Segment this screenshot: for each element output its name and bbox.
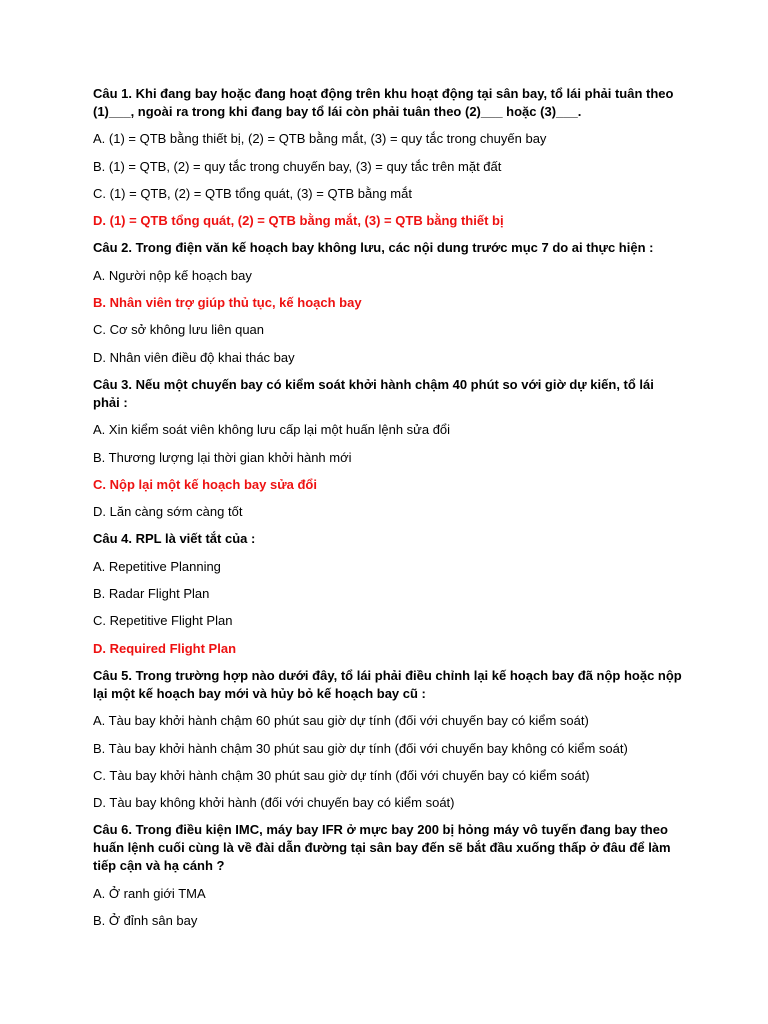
question-text: Câu 3. Nếu một chuyến bay có kiểm soát khởi hành chậm 40 phút so với giờ dự kiến, tổ lái phải : xyxy=(93,376,654,410)
answer-option: D. Lăn càng sớm càng tốt xyxy=(93,504,243,520)
answer-option: B. (1) = QTB, (2) = quy tắc trong chuyến bay, (3) = quy tắc trên mặt đất xyxy=(93,158,502,174)
answer-option: B. Radar Flight Plan xyxy=(93,586,210,602)
question-block xyxy=(93,376,683,521)
answer-option: C. Cơ sở không lưu liên quan xyxy=(93,322,265,338)
answer-option: A. Repetitive Planning xyxy=(93,558,221,574)
answer-option: A. (1) = QTB bằng thiết bị, (2) = QTB bằng mắt, (3) = quy tắc trong chuyến bay xyxy=(93,131,547,147)
question-block xyxy=(93,530,683,657)
question-block xyxy=(93,821,683,930)
correct-answer-option: D. (1) = QTB tổng quát, (2) = QTB bằng mắt, (3) = QTB bằng thiết bị xyxy=(93,213,504,229)
correct-answer-option: D. Required Flight Plan xyxy=(93,640,237,656)
question-block xyxy=(93,85,683,230)
answer-option: A. Tàu bay khởi hành chậm 60 phút sau giờ dự tính (đối với chuyến bay có kiểm soát) xyxy=(93,713,589,729)
answer-option: B. Ở đỉnh sân bay xyxy=(93,913,198,929)
correct-answer-option: B. Nhân viên trợ giúp thủ tục, kế hoạch bay xyxy=(93,295,362,311)
question-block xyxy=(93,239,683,366)
answer-option: C. Repetitive Flight Plan xyxy=(93,613,233,629)
answer-option: A. Xin kiểm soát viên không lưu cấp lại một huấn lệnh sửa đổi xyxy=(93,422,451,438)
answer-option: C. Tàu bay khởi hành chậm 30 phút sau giờ dự tính (đối với chuyến bay có kiểm soát) xyxy=(93,767,590,783)
question-text: Câu 2. Trong điện văn kế hoạch bay không lưu, các nội dung trước mục 7 do ai thực hiện : xyxy=(93,240,654,256)
answer-option: A. Ở ranh giới TMA xyxy=(93,885,206,901)
question-text: Câu 6. Trong điều kiện IMC, máy bay IFR ở mực bay 200 bị hỏng máy vô tuyến đang bay theo huấn lệnh cuối cùng là về đài dẫn đường tại sân bay đến sẽ bắt đầu xuống thấp ở đâu để làm tiếp cận và hạ cánh ? xyxy=(93,822,671,874)
question-text: Câu 1. Khi đang bay hoặc đang hoạt động trên khu hoạt động tại sân bay, tổ lái phải tuân theo (1)___, ngoài ra trong khi đang bay tổ lái còn phải tuân theo (2)___ hoặc (3)___. xyxy=(93,86,674,119)
correct-answer-option: C. Nộp lại một kế hoạch bay sửa đổi xyxy=(93,476,317,492)
question-text: Câu 5. Trong trường hợp nào dưới đây, tổ lái phải điều chỉnh lại kế hoạch bay đã nộp hoặc nộp lại một kế hoạch bay mới và hủy bỏ kế hoạch bay cũ : xyxy=(93,667,682,701)
answer-option: B. Tàu bay khởi hành chậm 30 phút sau giờ dự tính (đối với chuyến bay không có kiểm soát) xyxy=(93,740,628,756)
question-text: Câu 4. RPL là viết tắt của : xyxy=(93,531,256,547)
answer-option: B. Thương lượng lại thời gian khởi hành mới xyxy=(93,449,352,465)
answer-option: D. Nhân viên điều độ khai thác bay xyxy=(93,349,295,365)
document-page xyxy=(93,85,683,939)
answer-option: A. Người nộp kế hoạch bay xyxy=(93,267,252,283)
answer-option: D. Tàu bay không khởi hành (đối với chuyến bay có kiểm soát) xyxy=(93,795,455,811)
question-block xyxy=(93,667,683,812)
answer-option: C. (1) = QTB, (2) = QTB tổng quát, (3) = QTB bằng mắt xyxy=(93,185,412,201)
